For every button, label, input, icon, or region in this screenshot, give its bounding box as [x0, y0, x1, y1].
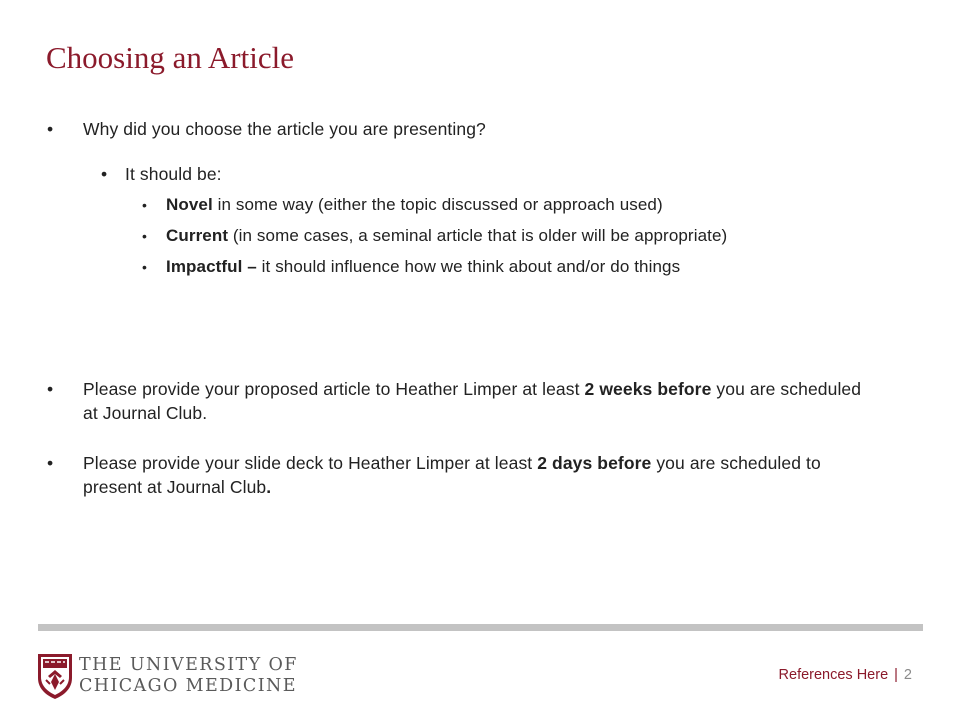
logo-wordmark	[79, 655, 298, 697]
bullet-impactful	[142, 255, 681, 279]
university-shield-icon	[36, 652, 74, 700]
bullet-text: you are scheduled to present at Journal Club	[83, 453, 821, 497]
bullet-bold: 2 weeks before	[584, 379, 712, 399]
bullet-bold: Current	[166, 226, 229, 245]
bullet-dot: •	[142, 259, 148, 275]
footer-references	[779, 667, 912, 683]
page-number: 2	[903, 667, 912, 683]
bullet-bold: .	[266, 477, 272, 497]
slide-title: Choosing an Article	[46, 40, 294, 75]
bullet-text: it should influence how we think about and/or do things	[256, 257, 681, 276]
bullet-text: Please provide your slide deck to Heather Limper at least	[83, 453, 538, 473]
footer-separator: |	[894, 667, 898, 683]
bullet-dot: •	[101, 164, 108, 184]
bullet-dot: •	[47, 453, 54, 473]
bullet-bold: 2 days before	[537, 453, 652, 473]
bullet-dot: •	[47, 119, 54, 139]
bullet-text: Why did you choose the article you are presenting?	[83, 119, 486, 139]
bullet-text: It should be:	[125, 164, 222, 184]
bullet-dot: •	[142, 228, 148, 244]
bullet-it-should-be	[101, 162, 222, 186]
bullet-bold: Impactful –	[166, 257, 257, 276]
bullet-text: Please provide your proposed article to Heather Limper at least	[83, 379, 585, 399]
university-logo	[36, 652, 298, 700]
bullet-slide-deck	[47, 451, 873, 499]
bullet-proposed-article	[47, 377, 873, 425]
bullet-dot: •	[142, 197, 148, 213]
logo-line-2: CHICAGO MEDICINE	[79, 676, 297, 696]
footer-divider	[38, 624, 923, 631]
bullet-novel	[142, 193, 663, 217]
bullet-text: in some way (either the topic discussed or approach used)	[212, 195, 663, 214]
logo-line-1: THE UNIVERSITY OF	[79, 655, 298, 675]
bullet-why-article	[47, 117, 486, 141]
bullet-text: you are scheduled at Journal Club.	[83, 379, 862, 423]
bullet-bold: Novel	[166, 195, 213, 214]
bullet-text: (in some cases, a seminal article that is older will be appropriate)	[228, 226, 728, 245]
bullet-dot: •	[47, 379, 54, 399]
bullet-current	[142, 224, 728, 248]
references-label: References Here	[778, 667, 889, 683]
